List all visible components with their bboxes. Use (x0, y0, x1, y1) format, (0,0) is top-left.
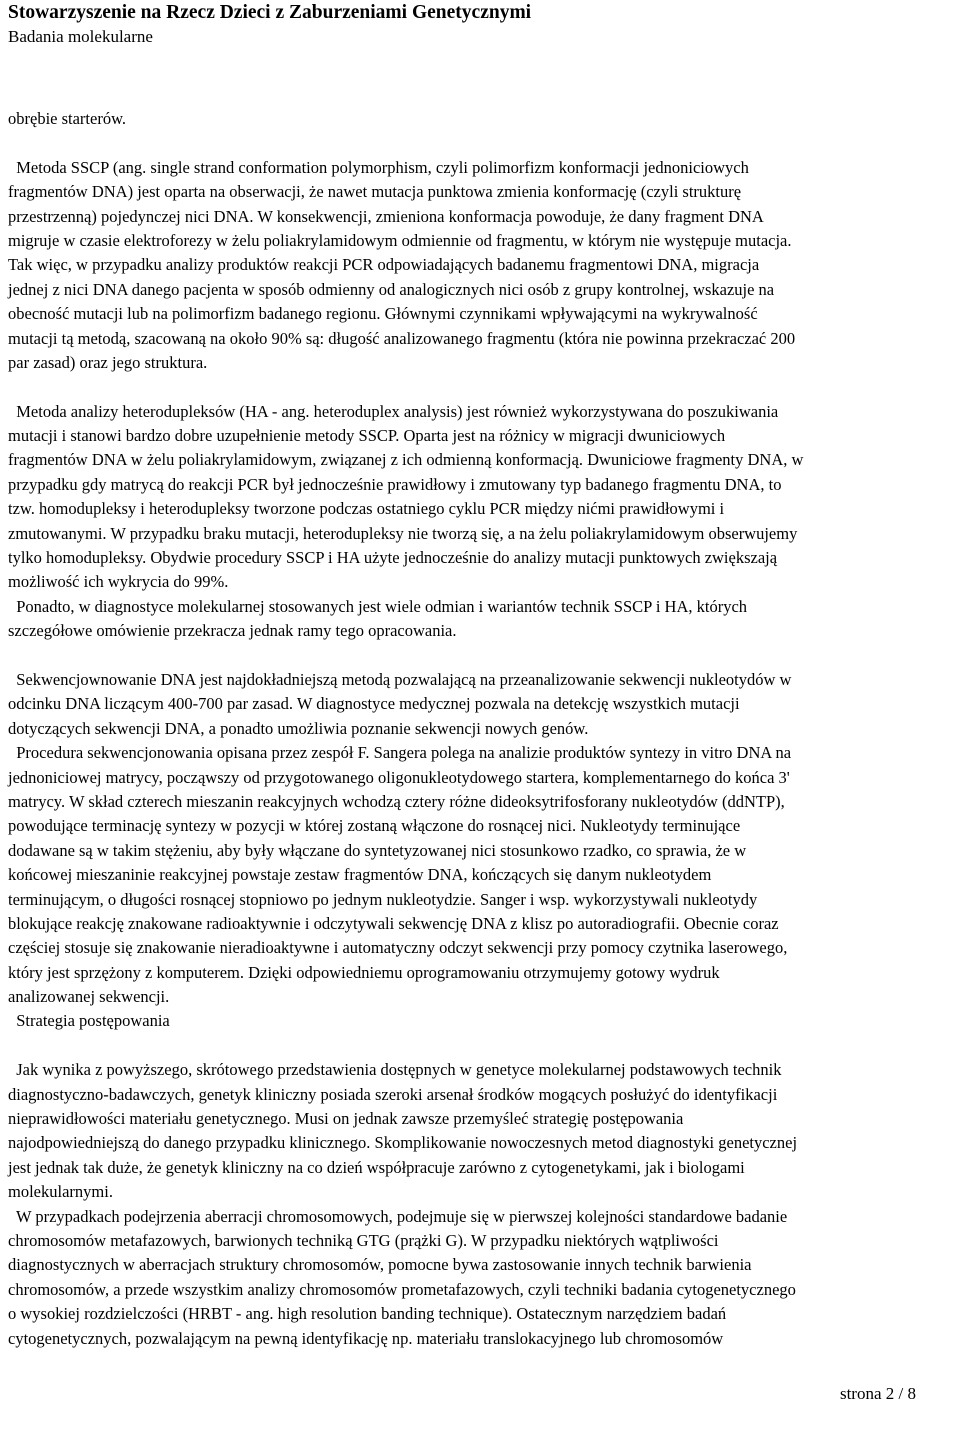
text-line: migruje w czasie elektroforezy w żelu poliakrylamidowym odmiennie od fragmentu, w którym nie występuje mutacja. (8, 230, 792, 250)
text-line: nieprawidłowości materiału genetycznego. Musi on jednak zawsze przemyśleć strategię postępowania (8, 1109, 684, 1129)
footer-divider (8, 1373, 952, 1374)
text-line: diagnostycznych w aberracjach struktury chromosomów, pomocne bywa zastosowanie innych technik barwienia (8, 1255, 752, 1275)
text-line: tylko homodupleksy. Obydwie procedury SSCP i HA użyte jednocześnie do analizy mutacji punktowych zwiększają (8, 548, 778, 568)
page-number: strona 2 / 8 (839, 1384, 916, 1403)
text-line: możliwość ich wykrycia do 99%. (8, 572, 229, 592)
text-line: Tak więc, w przypadku analizy produktów reakcji PCR odpowiadających badanemu fragmentowi DNA, migracja (8, 255, 760, 275)
text-line: chromosomów metafazowych, barwionych techniką GTG (prążki G). W przypadku niektórych wątpliwości (8, 1230, 719, 1250)
text-line: szczegółowe omówienie przekracza jednak ramy tego opracowania. (8, 621, 457, 641)
paragraph-gap (8, 131, 952, 155)
text-line: Strategia postępowania (8, 1011, 170, 1031)
text-line: analizowanej sekwencji. (8, 987, 170, 1007)
text-line: o wysokiej rozdzielczości (HRBT - ang. high resolution banding technique). Ostatecznym narzędziem badań (8, 1304, 727, 1324)
paragraph (8, 156, 952, 376)
text-line: par zasad) oraz jego struktura. (8, 352, 208, 372)
paragraph (8, 107, 952, 131)
text-line: obrębie starterów. (8, 109, 127, 128)
paragraph (8, 1058, 952, 1351)
text-line: przypadku gdy matrycą do reakcji PCR był jednocześnie prawidłowy i zmutowany typ badanego fragmentu DNA, to (8, 474, 782, 494)
text-line: chromosomów, a przede wszystkim analizy chromosomów prometafazowych, czyli techniki badania cytogenetycznego (8, 1279, 796, 1299)
text-line: jednej z nici DNA danego pacjenta w sposób odmienny od analogicznych nici osób z grupy kontrolnej, wskazuje na (8, 279, 775, 299)
text-line: diagnostyczno-badawczych, genetyk kliniczny posiada szeroki arsenał środków mogących posłużyć do identyfikacji (8, 1084, 778, 1104)
text-line: cytogenetycznych, pozwalającym na pewną identyfikację np. materiału translokacyjnego lub chromosomów (8, 1328, 724, 1348)
text-line: dotyczących sekwencji DNA, a ponadto umożliwia poznanie sekwencji nowych genów. (8, 718, 589, 738)
text-line: który jest sprzężony z komputerem. Dzięki odpowiedniemu oprogramowaniu otrzymujemy gotowy wydruk (8, 962, 720, 982)
text-line: częściej stosuje się znakowanie nieradioaktywne i automatyczny odczyt sekwencji przy pomocy czytnika laserowego, (8, 938, 788, 958)
text-line: najodpowiedniejszą do danego przypadku klinicznego. Skomplikowanie nowoczesnych metod diagnostyki genetycznej (8, 1133, 798, 1153)
text-line: fragmentów DNA) jest oparta na obserwacji, że nawet mutacja punktowa zmienia konformację (czyli strukturę (8, 182, 742, 202)
document-header (8, 0, 952, 48)
text-line: zmutowanymi. W przypadku braku mutacji, heterodupleksy nie tworzą się, a na żelu poliakrylamidowym obserwujemy (8, 523, 798, 543)
paragraph (8, 668, 952, 1034)
text-line: blokujące reakcję znakowane radioaktywnie i odczytywali sekwencję DNA z klisz po autoradiografii. Obecnie coraz (8, 913, 779, 933)
text-line: Metoda SSCP (ang. single strand conformation polymorphism, czyli polimorfizm konformacji jednoniciowych (8, 157, 749, 177)
paragraph-gap (8, 644, 952, 668)
organization-title: Stowarzyszenie na Rzecz Dzieci z Zaburzeniami Genetycznymi (8, 2, 532, 23)
text-line: tzw. homodupleksy i heterodupleksy tworzone podczas ostatniego cyklu PCR między nićmi prawidłowymi i (8, 499, 725, 519)
text-line: końcowej mieszaninie reakcyjnej powstaje zestaw fragmentów DNA, kończących się danym nukleotydem (8, 865, 712, 885)
text-line: molekularnymi. (8, 1182, 113, 1202)
text-line: odcinku DNA liczącym 400-700 par zasad. W diagnostyce medycznej pozwala na detekcję wszystkich mutacji (8, 694, 740, 714)
paragraph (8, 400, 952, 644)
text-line: fragmentów DNA w żelu poliakrylamidowym, związanej z ich odmienną konformacją. Dwuniciowe fragmenty DNA, w (8, 450, 804, 470)
text-line: terminującym, o długości rosnącej stopniowo po jednym nukleotydzie. Sanger i wsp. wykorzystywali nukleotydy (8, 889, 758, 909)
text-line: Metoda analizy heterodupleksów (HA - ang. heteroduplex analysis) jest również wykorzystywana do poszukiwania (8, 401, 779, 421)
text-line: dodawane są w takim stężeniu, aby były włączane do syntetyzowanej nici stosunkowo rzadko, co sprawia, że w (8, 840, 747, 860)
text-line: matrycy. W skład czterech mieszanin reakcyjnych wchodzą cztery różne dideoksytrifosforany nukleotydów (ddNTP), (8, 791, 785, 811)
text-line: przestrzenną) pojedynczej nici DNA. W konsekwencji, zmieniona konformacja powoduje, że dany fragment DNA (8, 206, 764, 226)
text-line: Procedura sekwencjonowania opisana przez zespół F. Sangera polega na analizie produktów syntezy in vitro DNA na (8, 743, 792, 763)
text-line: obecność mutacji lub na polimorfizm badanego regionu. Głównymi czynnikami wpływającymi na wykrywalność (8, 304, 758, 324)
text-line: Sekwencjownowanie DNA jest najdokładniejszą metodą pozwalającą na przeanalizowanie sekwencji nukleotydów w (8, 669, 792, 689)
text-line: W przypadkach podejrzenia aberracji chromosomowych, podejmuje się w pierwszej kolejności standardowe badanie (8, 1206, 788, 1226)
document-subtitle: Badania molekularne (8, 27, 153, 46)
paragraph-gap (8, 1034, 952, 1058)
text-line: mutacji tą metodą, szacowaną na około 90% są: długość analizowanego fragmentu (która nie powinna przekraczać 200 (8, 328, 796, 348)
paragraph-gap (8, 375, 952, 399)
text-line: jest jednak tak duże, że genetyk kliniczny na co dzień współpracuje zarówno z cytogenetykami, jak i biologami (8, 1157, 745, 1177)
text-line: powodujące terminację syntezy w pozycji w której zostaną włączone do rosnącej nici. Nukleotydy terminujące (8, 816, 741, 836)
text-line: Jak wynika z powyższego, skrótowego przedstawienia dostępnych w genetyce molekularnej podstawowych technik (8, 1060, 782, 1080)
text-line: mutacji i stanowi bardzo dobre uzupełnienie metody SSCP. Oparta jest na różnicy w migracji dwuniciowych (8, 426, 726, 446)
text-line: jednoniciowej matrycy, począwszy od przygotowanego oligonukleotydowego startera, komplementarnego do końca 3' (8, 767, 790, 787)
text-line: Ponadto, w diagnostyce molekularnej stosowanych jest wiele odmian i wariantów technik SSCP i HA, których (8, 596, 748, 616)
document-body (8, 107, 952, 1351)
